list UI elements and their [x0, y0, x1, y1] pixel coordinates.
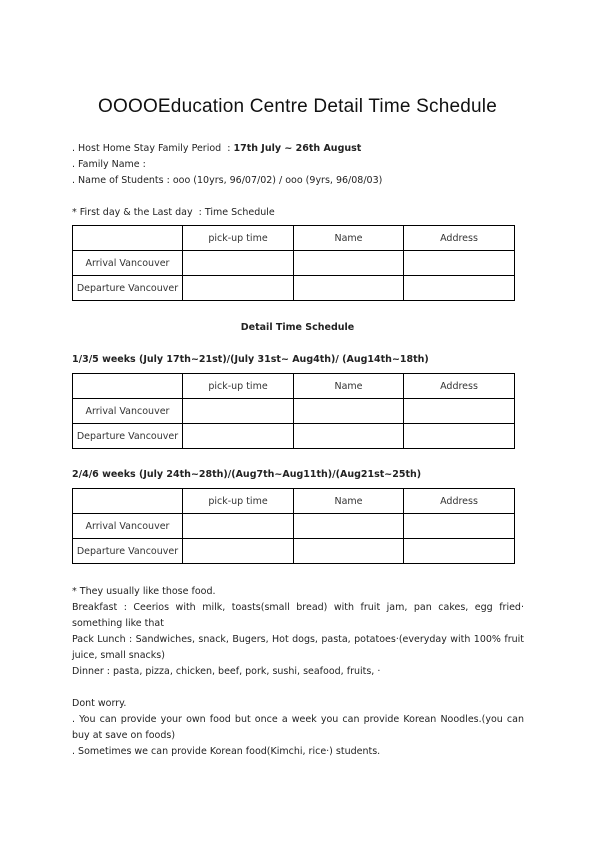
first-last-day-table: [72, 225, 515, 301]
header-cell: [73, 489, 183, 514]
table-row: [73, 276, 515, 301]
dont-worry-line: Dont worry.: [72, 698, 127, 709]
row-label-departure: Departure Vancouver: [73, 276, 183, 301]
table-header-row: [73, 374, 515, 399]
row-label-arrival: Arrival Vancouver: [73, 251, 183, 276]
page-title: OOOOEducation Centre Detail Time Schedule: [98, 96, 497, 117]
detail-schedule-heading: Detail Time Schedule: [240, 322, 355, 333]
header-cell-address: Address: [404, 374, 515, 399]
empty-cell: [183, 424, 294, 449]
empty-cell: [294, 424, 404, 449]
header-cell-address: Address: [404, 489, 515, 514]
header-cell-address: Address: [404, 226, 515, 251]
students-line: . Name of Students : ooo (10yrs, 96/07/02) / ooo (9yrs, 96/08/03): [72, 175, 383, 186]
food-breakfast: Breakfast : Ceerios with milk, toasts(small bread) with fruit jam, pan cakes, egg fried· something like that: [72, 602, 524, 629]
row-label-departure: Departure Vancouver: [73, 424, 183, 449]
row-label-arrival: Arrival Vancouver: [73, 399, 183, 424]
food-heading: * They usually like those food.: [72, 586, 216, 597]
header-cell-name: Name: [294, 489, 404, 514]
food-dinner: Dinner : pasta, pizza, chicken, beef, pork, sushi, seafood, fruits, ·: [72, 666, 381, 677]
stay-period-value: 17th July ~ 26th August: [233, 143, 362, 154]
table-header-row: [73, 226, 515, 251]
header-cell-name: Name: [294, 226, 404, 251]
empty-cell: [183, 514, 294, 539]
header-cell: [73, 226, 183, 251]
empty-cell: [294, 276, 404, 301]
empty-cell: [183, 276, 294, 301]
food-lunch: Pack Lunch : Sandwiches, snack, Bugers, Hot dogs, pasta, potatoes·(everyday with 100% fruit juice, small snacks): [72, 634, 524, 661]
empty-cell: [183, 251, 294, 276]
header-cell-pickup-time: pick-up time: [183, 374, 294, 399]
first-last-day-heading: * First day & the Last day : Time Schedule: [72, 207, 275, 218]
header-cell-pickup-time: pick-up time: [183, 489, 294, 514]
empty-cell: [294, 514, 404, 539]
header-cell-name: Name: [294, 374, 404, 399]
food-section: [72, 584, 524, 680]
empty-cell: [183, 539, 294, 564]
note-korean-noodles: . You can provide your own food but once a week you can provide Korean Noodles.(you can buy at save on foods): [72, 714, 524, 741]
header-cell: [73, 374, 183, 399]
table-row: [73, 399, 515, 424]
weeks-135-heading: 1/3/5 weeks (July 17th~21st)/(July 31st~ Aug4th)/ (Aug14th~18th): [72, 354, 429, 365]
empty-cell: [404, 539, 515, 564]
empty-cell: [404, 514, 515, 539]
empty-cell: [404, 251, 515, 276]
weeks-246-heading: 2/4/6 weeks (July 24th~28th)/(Aug7th~Aug11th)/(Aug21st~25th): [72, 469, 422, 480]
weeks-246-table: [72, 488, 515, 564]
empty-cell: [404, 276, 515, 301]
row-label-departure: Departure Vancouver: [73, 539, 183, 564]
stay-period-line: [72, 143, 361, 155]
note-korean-food: . Sometimes we can provide Korean food(Kimchi, rice·) students.: [72, 746, 381, 757]
family-name-line: . Family Name :: [72, 159, 146, 170]
empty-cell: [404, 399, 515, 424]
stay-period-label: . Host Home Stay Family Period :: [72, 143, 234, 154]
table-row: [73, 251, 515, 276]
notes-section: [72, 696, 524, 760]
empty-cell: [404, 424, 515, 449]
table-row: [73, 514, 515, 539]
empty-cell: [183, 399, 294, 424]
table-row: [73, 424, 515, 449]
weeks-135-table: [72, 373, 515, 449]
table-row: [73, 539, 515, 564]
table-header-row: [73, 489, 515, 514]
empty-cell: [294, 539, 404, 564]
header-cell-pickup-time: pick-up time: [183, 226, 294, 251]
row-label-arrival: Arrival Vancouver: [73, 514, 183, 539]
empty-cell: [294, 399, 404, 424]
empty-cell: [294, 251, 404, 276]
